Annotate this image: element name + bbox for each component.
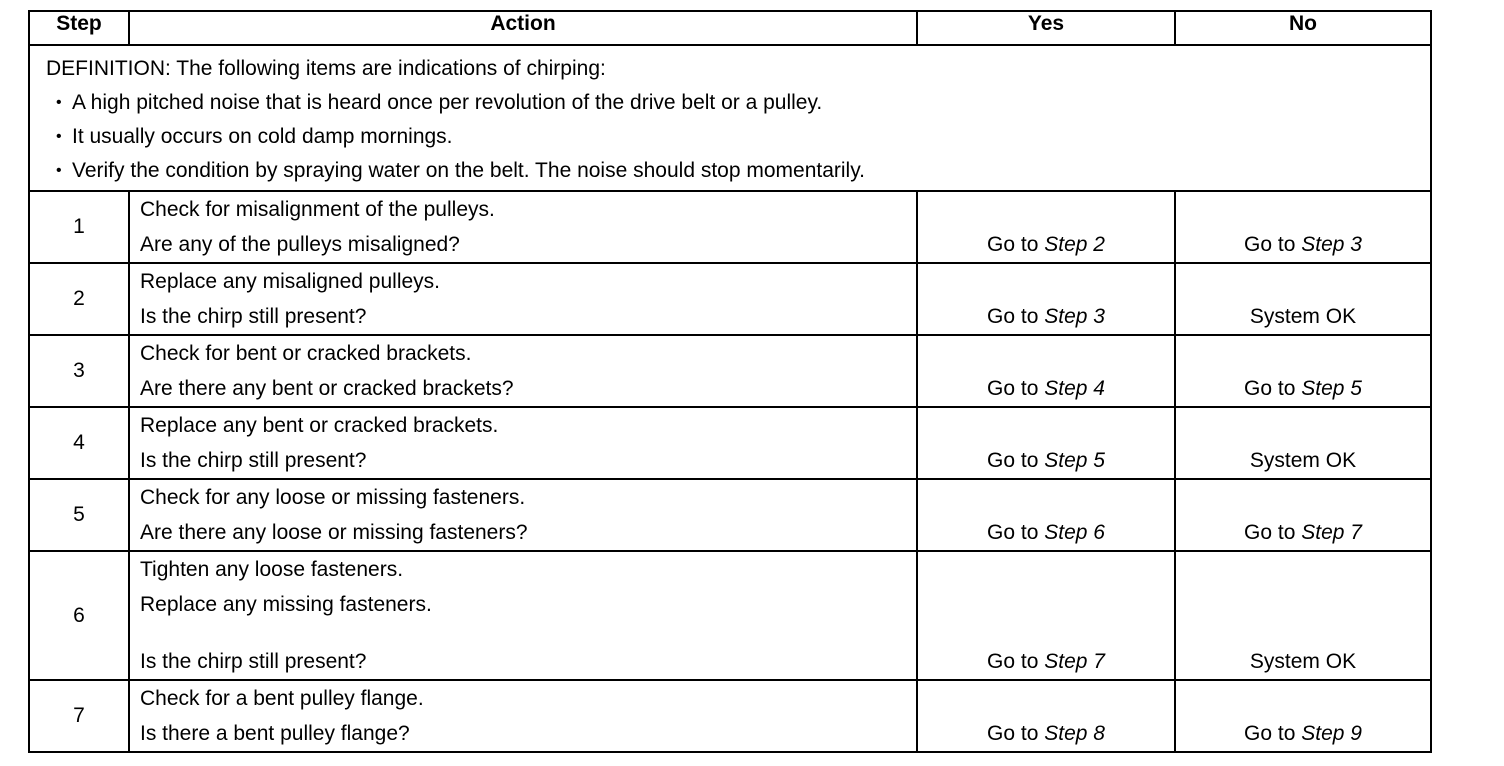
step-row [29,191,1431,263]
definition-bullet [46,86,1418,120]
header-action: Action [129,11,917,45]
no-result-prefix: System OK [1249,650,1357,673]
step-number: 5 [29,479,129,551]
yes-result [918,515,1174,550]
no-result [1176,716,1430,751]
step-row [29,335,1431,407]
no-result-prefix: Go to [1244,521,1296,544]
step-number: 4 [29,407,129,479]
yes-result-prefix: Go to [987,449,1039,472]
step-no-cell [1175,263,1431,335]
definition-row [29,45,1431,191]
no-result-prefix: Go to [1244,233,1296,256]
step-number: 1 [29,191,129,263]
step-yes-cell [917,680,1175,752]
action-line: Check for bent or cracked brackets. [140,342,472,365]
step-action-cell [129,335,917,407]
diagnostic-table [28,10,1432,753]
step-action-cell [129,191,917,263]
header-no: No [1175,11,1431,45]
step-row [29,680,1431,752]
no-step-reference: Step 9 [1301,722,1362,745]
definition-bullet [46,154,1418,188]
action-line: Replace any bent or cracked brackets. [140,414,499,437]
definition-bullet-text: Verify the condition by spraying water on the belt. The noise should stop momentarily. [72,159,865,182]
definition-cell [29,45,1431,191]
step-yes-cell [917,191,1175,263]
no-result [1176,371,1430,406]
step-number: 3 [29,335,129,407]
action-line: Is the chirp still present? [140,650,367,673]
no-result [1176,515,1430,550]
no-result-prefix: System OK [1249,305,1357,328]
no-step-reference: Step 7 [1301,521,1362,544]
step-yes-cell [917,335,1175,407]
action-line: Replace any missing fasteners. [140,593,432,616]
yes-step-reference: Step 2 [1044,233,1105,256]
action-line: Are there any bent or cracked brackets? [140,377,514,400]
header-row [29,11,1431,45]
no-result [1176,227,1430,262]
yes-step-reference: Step 7 [1044,650,1105,673]
action-line: Tighten any loose fasteners. [140,558,404,581]
header-step: Step [29,11,129,45]
step-row [29,551,1431,680]
yes-result [918,644,1174,679]
no-result [1176,644,1430,679]
yes-result-prefix: Go to [987,377,1039,400]
yes-result [918,227,1174,262]
step-number: 2 [29,263,129,335]
yes-result [918,443,1174,478]
action-line: Is there a bent pulley flange? [140,722,410,745]
step-action-cell [129,263,917,335]
yes-result-prefix: Go to [987,233,1039,256]
step-no-cell [1175,335,1431,407]
yes-result-prefix: Go to [987,305,1039,328]
no-result [1176,299,1430,334]
action-line: Check for a bent pulley flange. [140,687,424,710]
step-yes-cell [917,551,1175,680]
step-yes-cell [917,479,1175,551]
step-no-cell [1175,551,1431,680]
step-no-cell [1175,191,1431,263]
step-action-cell [129,407,917,479]
step-no-cell [1175,479,1431,551]
action-spacer [130,622,916,644]
yes-step-reference: Step 5 [1044,449,1105,472]
action-line: Are any of the pulleys misaligned? [140,233,460,256]
header-yes: Yes [917,11,1175,45]
no-result-prefix: Go to [1244,722,1296,745]
no-result [1176,443,1430,478]
yes-step-reference: Step 8 [1044,722,1105,745]
definition-bullet [46,120,1418,154]
step-yes-cell [917,263,1175,335]
step-row [29,479,1431,551]
definition-title: DEFINITION: The following items are indications of chirping: [46,57,606,80]
step-action-cell [129,551,917,680]
step-row [29,263,1431,335]
action-line: Check for any loose or missing fasteners. [140,486,526,509]
bullet-dot-icon: • [56,94,62,111]
yes-result [918,371,1174,406]
yes-result [918,716,1174,751]
step-row [29,407,1431,479]
step-no-cell [1175,407,1431,479]
action-line: Replace any misaligned pulleys. [140,270,440,293]
yes-step-reference: Step 4 [1044,377,1105,400]
bullet-dot-icon: • [56,128,62,145]
yes-step-reference: Step 3 [1044,305,1105,328]
step-number: 6 [29,551,129,680]
step-action-cell [129,680,917,752]
definition-bullet-text: A high pitched noise that is heard once per revolution of the drive belt or a pulley. [72,91,823,114]
yes-step-reference: Step 6 [1044,521,1105,544]
diagnostic-table-container [28,10,1430,753]
no-result-prefix: Go to [1244,377,1296,400]
yes-result-prefix: Go to [987,521,1039,544]
action-line: Is the chirp still present? [140,449,367,472]
yes-result [918,299,1174,334]
step-yes-cell [917,407,1175,479]
definition-bullet-text: It usually occurs on cold damp mornings. [72,125,453,148]
yes-result-prefix: Go to [987,722,1039,745]
step-number: 7 [29,680,129,752]
yes-result-prefix: Go to [987,650,1039,673]
no-step-reference: Step 5 [1301,377,1362,400]
action-line: Check for misalignment of the pulleys. [140,198,495,221]
bullet-dot-icon: • [56,162,62,179]
no-step-reference: Step 3 [1301,233,1362,256]
action-line: Is the chirp still present? [140,305,367,328]
step-action-cell [129,479,917,551]
no-result-prefix: System OK [1249,449,1357,472]
step-no-cell [1175,680,1431,752]
action-line: Are there any loose or missing fasteners? [140,521,528,544]
